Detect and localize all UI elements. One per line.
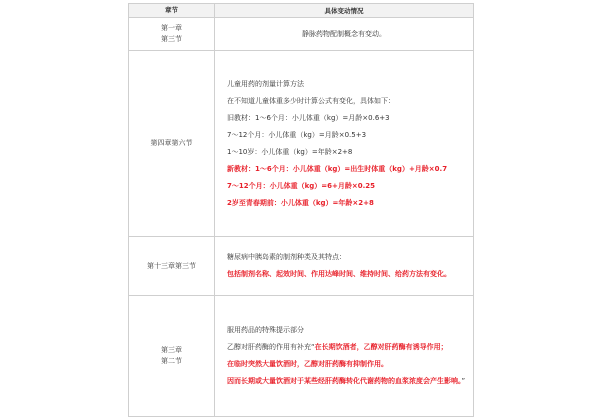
chapter-cell bbox=[129, 18, 215, 51]
table-row bbox=[129, 51, 474, 237]
change-cell bbox=[215, 51, 474, 237]
table-header-row bbox=[129, 4, 474, 18]
change-text bbox=[227, 342, 467, 353]
change-cell bbox=[215, 18, 474, 51]
change-text: 在不知道儿童体重多少时计算公式有变化，具体如下： bbox=[227, 96, 395, 105]
change-text-highlight: 新教材：1～6个月：小儿体重（kg）=出生时体重（kg）+月龄×0.7 bbox=[227, 164, 448, 173]
change-text-highlight: 在长期饮酒者，乙醇对肝药酶有诱导作用； bbox=[314, 343, 448, 351]
change-text-prefix: 乙醇对肝药酶的作用有补充“ bbox=[227, 343, 315, 351]
change-text-highlight: 在临时突然大量饮酒时，乙醇对肝药酶有抑制作用。 bbox=[227, 360, 388, 368]
header-chapter: 章节 bbox=[129, 4, 215, 18]
change-text: 服用药品的特殊提示部分 bbox=[227, 326, 304, 334]
chapter-label: 第三节 bbox=[161, 35, 182, 43]
change-text-highlight: 包括制剂名称、起效时间、作用达峰时间、维持时间、给药方法有变化。 bbox=[227, 270, 451, 278]
chapter-label: 第一章 bbox=[161, 24, 182, 32]
chapter-cell: 第四章第六节 bbox=[129, 51, 215, 237]
textbook-changes-table bbox=[128, 3, 474, 417]
header-change: 具体变动情况 bbox=[215, 4, 474, 18]
change-text: 1～10岁：小儿体重（kg）=年龄×2+8 bbox=[227, 147, 353, 156]
change-text: 糖尿病中胰岛素的制剂种类及其特点： bbox=[227, 253, 346, 261]
change-text bbox=[227, 376, 467, 387]
change-text-suffix: ” bbox=[461, 377, 466, 385]
change-text-highlight: 2岁至青春期前：小儿体重（kg）=年龄×2+8 bbox=[227, 198, 374, 207]
table-row bbox=[129, 237, 474, 296]
change-text: 旧教材：1～6个月：小儿体重（kg）=月龄×0.6+3 bbox=[227, 113, 390, 122]
change-cell bbox=[215, 296, 474, 417]
table-row bbox=[129, 18, 474, 51]
chapter-label: 第三章 bbox=[161, 346, 182, 354]
change-text: 7～12个月：小儿体重（kg）=月龄×0.5+3 bbox=[227, 130, 367, 139]
change-text: 静脉药物配制概念有变动。 bbox=[302, 30, 386, 38]
chapter-cell bbox=[129, 296, 215, 417]
change-text: 儿童用药的剂量计算方法 bbox=[227, 79, 304, 88]
chapter-label: 第二节 bbox=[161, 357, 182, 365]
change-text-highlight: 7～12个月：小儿体重（kg）=6+月龄×0.25 bbox=[227, 181, 376, 190]
table-row bbox=[129, 296, 474, 417]
change-text-highlight: 因而长期或大量饮酒对于某些经肝药酶转化代谢药物的血浆浓度会产生影响。 bbox=[227, 377, 462, 385]
change-cell bbox=[215, 237, 474, 296]
chapter-cell: 第十三章第三节 bbox=[129, 237, 215, 296]
